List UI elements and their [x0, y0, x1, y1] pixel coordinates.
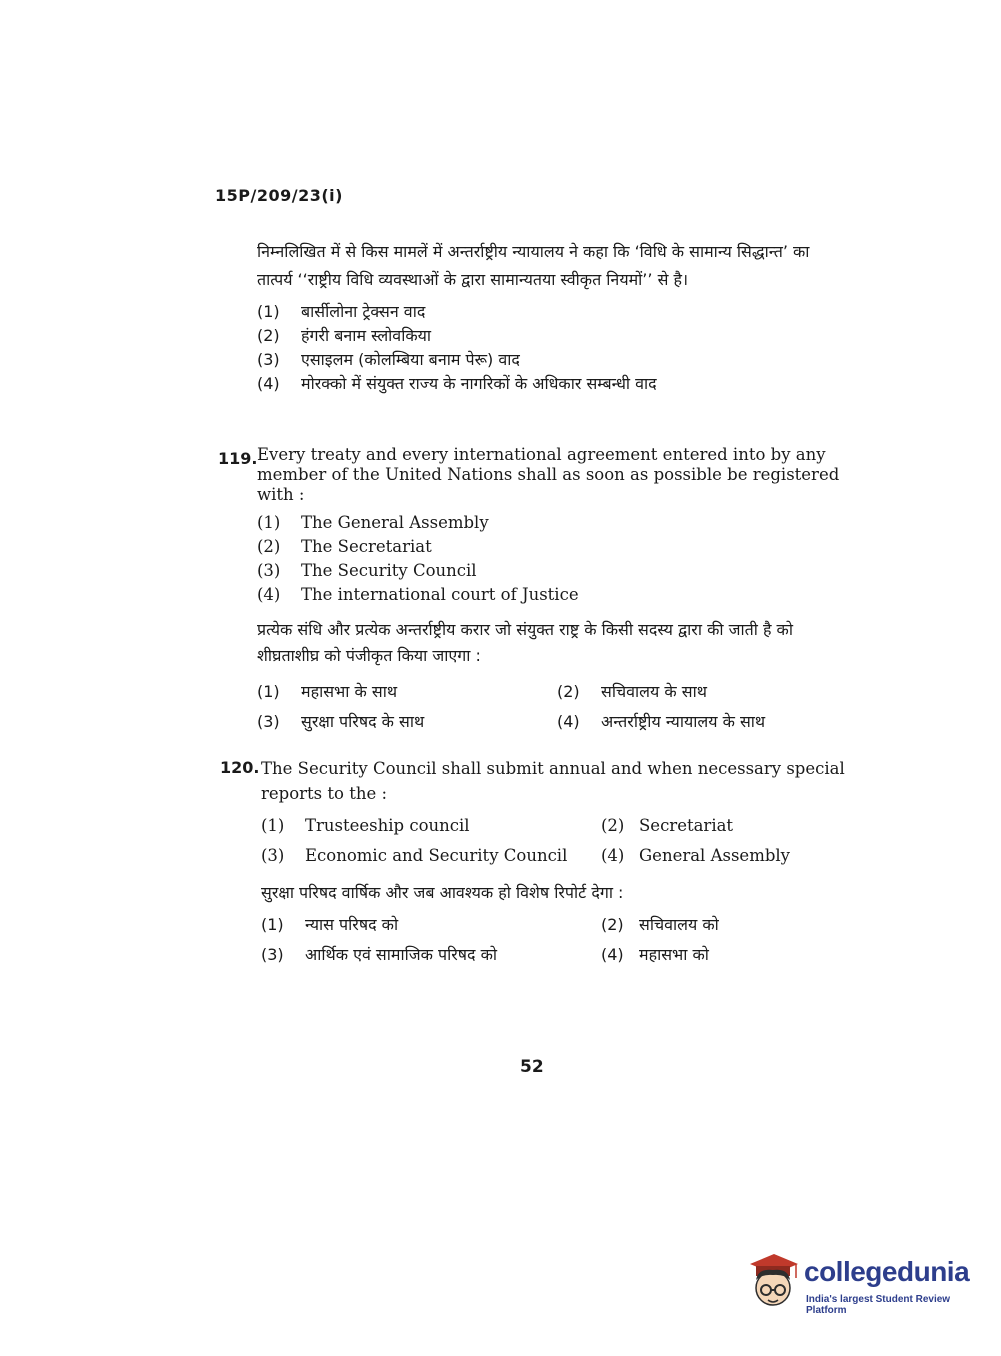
mascot-icon	[744, 1250, 802, 1314]
question-120	[261, 756, 851, 868]
option-number: (4)	[601, 845, 625, 865]
page-number: 52	[520, 1057, 544, 1077]
option-3	[257, 559, 847, 583]
brand-name: collegedunia	[804, 1256, 970, 1287]
option-number: (1)	[257, 682, 280, 701]
collegedunia-logo	[744, 1250, 974, 1320]
option-1	[261, 912, 601, 938]
option-1	[261, 812, 601, 838]
option-number: (2)	[557, 682, 580, 701]
brand-tagline: India's largest Student Review Platform	[806, 1294, 951, 1316]
option-text: एसाइलम (कोलम्बिया बनाम पेरू) वाद	[301, 350, 520, 369]
option-text: The General Assembly	[301, 513, 489, 532]
option-text: सचिवालय को	[639, 915, 719, 934]
option-4	[257, 372, 847, 396]
question-stem: The Security Council shall submit annual and when necessary special reports to the :	[261, 759, 845, 803]
question-119-number: 119.	[218, 449, 258, 468]
option-text: The Secretariat	[301, 537, 432, 556]
option-text: सुरक्षा परिषद के साथ	[301, 712, 425, 731]
option-text: मोरक्को में संयुक्त राज्य के नागरिकों के अधिकार सम्बन्धी वाद	[301, 374, 657, 393]
question-stem: प्रत्येक संधि और प्रत्येक अन्तर्राष्ट्रीय करार जो संयुक्त राष्ट्र के किसी सदस्य द्वारा की जाती है को शीघ्रताशीघ्र को पंजीकृत किया जाएगा :	[257, 620, 793, 665]
question-stem: निम्नलिखित में से किस मामलें में अन्तर्राष्ट्रीय न्यायालय ने कहा कि ‘विधि के सामान्य सिद्धान्त’ का तात्पर्य ‘‘राष्ट्रीय विधि व्यवस्थाओं के द्वारा सामान्यतया स्वीकृत नियमों’’ से है।	[257, 242, 810, 289]
question-119	[257, 445, 847, 607]
option-number: (1)	[257, 513, 281, 532]
option-2	[601, 912, 851, 938]
option-4	[557, 709, 847, 735]
option-number: (3)	[257, 350, 280, 369]
option-text: The international court of Justice	[301, 585, 579, 604]
paper-code: 15P/209/23(i)	[215, 186, 343, 205]
option-text: The Security Council	[301, 561, 477, 580]
option-text: Economic and Security Council	[305, 845, 568, 865]
option-text: न्यास परिषद को	[305, 915, 399, 934]
option-text: बार्सीलोना ट्रेक्सन वाद	[301, 302, 426, 321]
option-number: (1)	[261, 915, 284, 934]
option-number: (4)	[557, 712, 580, 731]
option-number: (1)	[257, 302, 280, 321]
option-number: (3)	[261, 845, 285, 865]
option-2	[257, 535, 847, 559]
question-stem: Every treaty and every international agreement entered into by any member of the United Nations shall as soon as possible be registered with :	[257, 445, 840, 504]
option-number: (2)	[257, 537, 281, 556]
option-2	[557, 679, 847, 705]
option-1	[257, 300, 847, 324]
option-number: (2)	[601, 915, 624, 934]
option-number: (2)	[257, 326, 280, 345]
option-text: General Assembly	[639, 845, 791, 865]
option-1	[257, 679, 557, 705]
option-text: अन्तर्राष्ट्रीय न्यायालय के साथ	[601, 712, 766, 731]
question-120-hindi	[261, 880, 851, 968]
option-number: (3)	[261, 945, 284, 964]
option-number: (3)	[257, 561, 281, 580]
option-text: आर्थिक एवं सामाजिक परिषद को	[305, 945, 498, 964]
option-text: Secretariat	[639, 815, 734, 835]
question-stem: सुरक्षा परिषद वार्षिक और जब आवश्यक हो विशेष रिपोर्ट देगा :	[261, 883, 624, 902]
option-text: महासभा के साथ	[301, 682, 398, 701]
option-3	[257, 709, 557, 735]
option-4	[601, 942, 851, 968]
option-3	[257, 348, 847, 372]
option-text: सचिवालय के साथ	[601, 682, 707, 701]
option-3	[261, 942, 601, 968]
option-number: (4)	[601, 945, 624, 964]
option-4	[601, 842, 851, 868]
option-number: (4)	[257, 374, 280, 393]
option-4	[257, 583, 847, 607]
option-number: (2)	[601, 815, 625, 835]
option-number: (1)	[261, 815, 285, 835]
option-text: महासभा को	[639, 945, 709, 964]
option-number: (3)	[257, 712, 280, 731]
option-2	[257, 324, 847, 348]
option-1	[257, 511, 847, 535]
option-2	[601, 812, 851, 838]
question-120-number: 120.	[220, 758, 260, 777]
question-119-hindi	[257, 617, 847, 735]
option-text: Trusteeship council	[305, 815, 470, 835]
option-3	[261, 842, 601, 868]
option-text: हंगरी बनाम स्लोवकिया	[301, 326, 432, 345]
question-118-hindi	[257, 238, 847, 396]
option-number: (4)	[257, 585, 281, 604]
